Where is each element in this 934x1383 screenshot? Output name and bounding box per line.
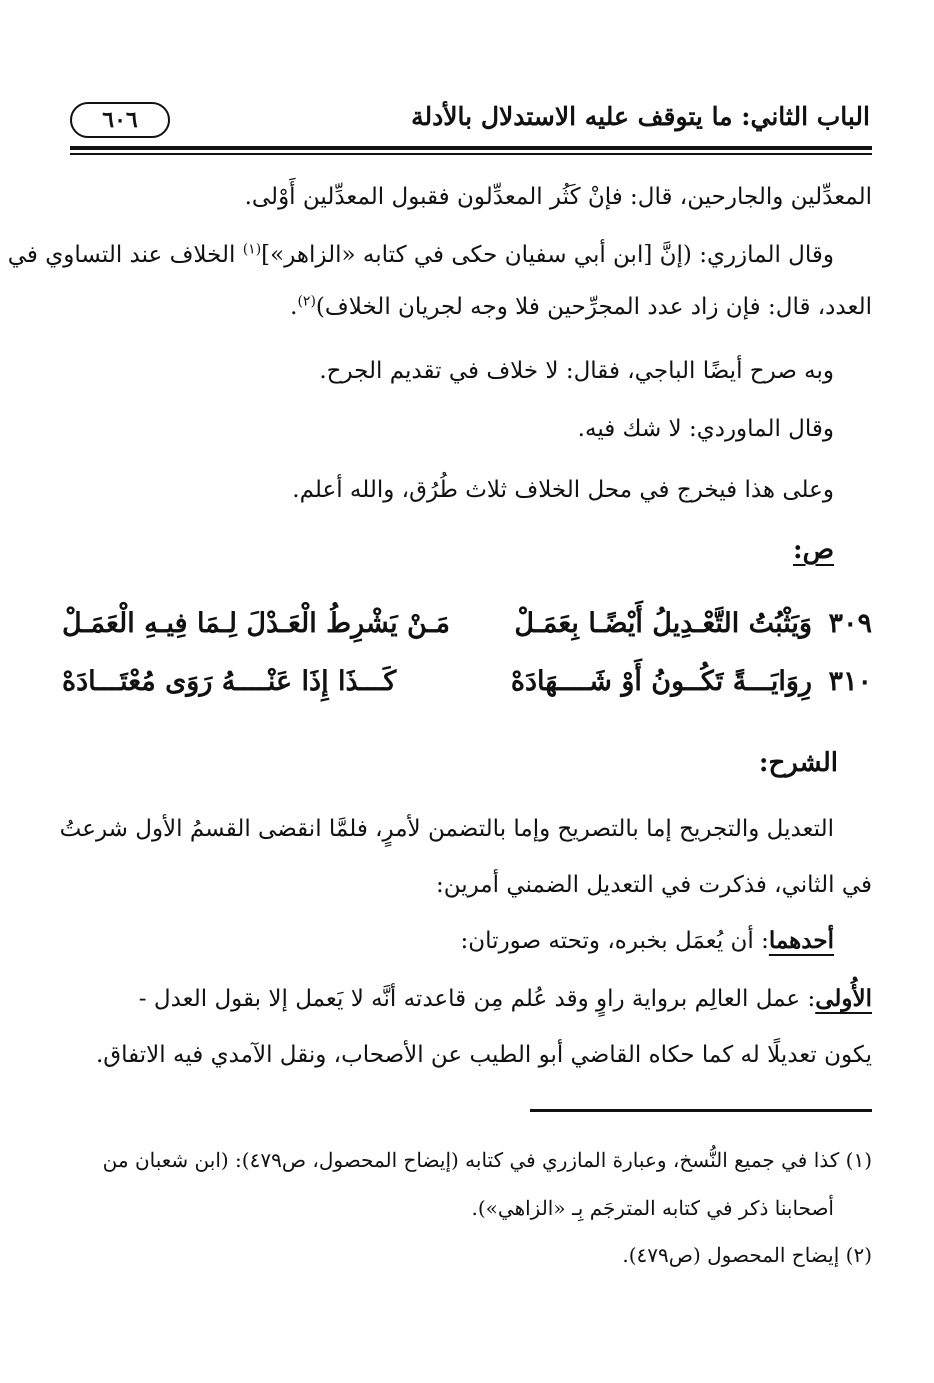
verse-first-hemistich: وَيَثْبُتُ التَّعْـدِيلُ أَيْضًـا بِعَمَـلْ [514, 608, 812, 639]
paragraph-text: العدد، قال: فإن زاد عدد المجرِّحين فلا وجه لجريان الخلاف) [315, 294, 872, 320]
text-heading: ص: [792, 535, 834, 565]
footnote-line: (١) كذا في جميع النُّسخ، وعبارة المازري في كتابه (إيضاح المحصول، ص٤٧٩): (ابن شعبان من [102, 1148, 872, 1172]
running-title: الباب الثاني: ما يتوقف عليه الاستدلال بالأدلة [411, 102, 870, 131]
paragraph-line: وعلى هذا فيخرج في محل الخلاف ثلاث طُرُق، والله أعلم. [292, 477, 834, 503]
paragraph-line: وبه صرح أيضًا الباجي، فقال: لا خلاف في تقديم الجرح. [319, 358, 834, 384]
verse-number: ٣٠٩ [828, 608, 872, 639]
verse-309 [62, 608, 872, 648]
term-label: أحدهما [768, 927, 834, 954]
page-number: ٦٠٦ [102, 107, 138, 133]
paragraph-line: المعدِّلين والجارحين، قال: فإنْ كَثُر المعدِّلون فقبول المعدِّلين أَوْلى. [244, 184, 872, 210]
footnote-line: أصحابنا ذكر في كتابه المترجَم بِـ «الزاهي»). [471, 1196, 834, 1220]
paragraph-text: وقال المازري: (إنَّ [ابن أبي سفيان حكى في كتابه «الزاهر»] [261, 242, 834, 268]
page-number-badge [70, 102, 170, 138]
term-label: الأُولى [815, 985, 872, 1012]
header-rule-thick [70, 146, 872, 150]
commentary-heading: الشرح: [758, 748, 838, 778]
paragraph-line [62, 984, 872, 1014]
paragraph-text: : أن يُعمَل بخبره، وتحته صورتان: [460, 928, 769, 954]
paragraph-line [62, 926, 834, 956]
paragraph-line [7, 240, 834, 270]
verse-310 [62, 666, 872, 706]
paragraph-line: وقال الماوردي: لا شك فيه. [577, 416, 834, 442]
paragraph-line: يكون تعديلًا له كما حكاه القاضي أبو الطيب عن الأصحاب، ونقل الآمدي فيه الاتفاق. [95, 1042, 872, 1068]
footnote-marker: (٢) [297, 293, 316, 310]
paragraph-line [62, 292, 872, 322]
paragraph-text: الخلاف عند التساوي في [7, 242, 243, 268]
footnote-line: (٢) إيضاح المحصول (ص٤٧٩). [622, 1243, 872, 1267]
verse-first-hemistich: رِوَايَـــةً تَكُــونُ أَوْ شَــــهَادَهْ [510, 666, 812, 697]
paragraph-text: . [290, 294, 298, 320]
header-rule-thin [70, 153, 872, 155]
paragraph-line: التعديل والتجريح إما بالتصريح وإما بالتضمن لأمرٍ، فلمَّا انقضى القسمُ الأول شرعتُ [59, 816, 834, 842]
paragraph-text: : عمل العالِم برواية راوٍ وقد عُلم مِن قاعدته أنَّه لا يَعمل إلا بقول العدل - [138, 986, 816, 1012]
page-header [70, 100, 870, 144]
verse-second-hemistich: مَـنْ يَشْرِطُ الْعَـدْلَ لِـمَا فِيـهِ الْعَمَـلْ [62, 608, 450, 639]
footnote-separator [530, 1109, 872, 1112]
verse-number: ٣١٠ [828, 666, 872, 697]
verse-second-hemistich: كَـــذَا إِذَا عَنْــــهُ رَوَى مُعْتَـــادَهْ [62, 666, 397, 697]
paragraph-line: في الثاني، فذكرت في التعديل الضمني أمرين: [435, 872, 872, 898]
footnote-marker: (١) [242, 241, 262, 258]
